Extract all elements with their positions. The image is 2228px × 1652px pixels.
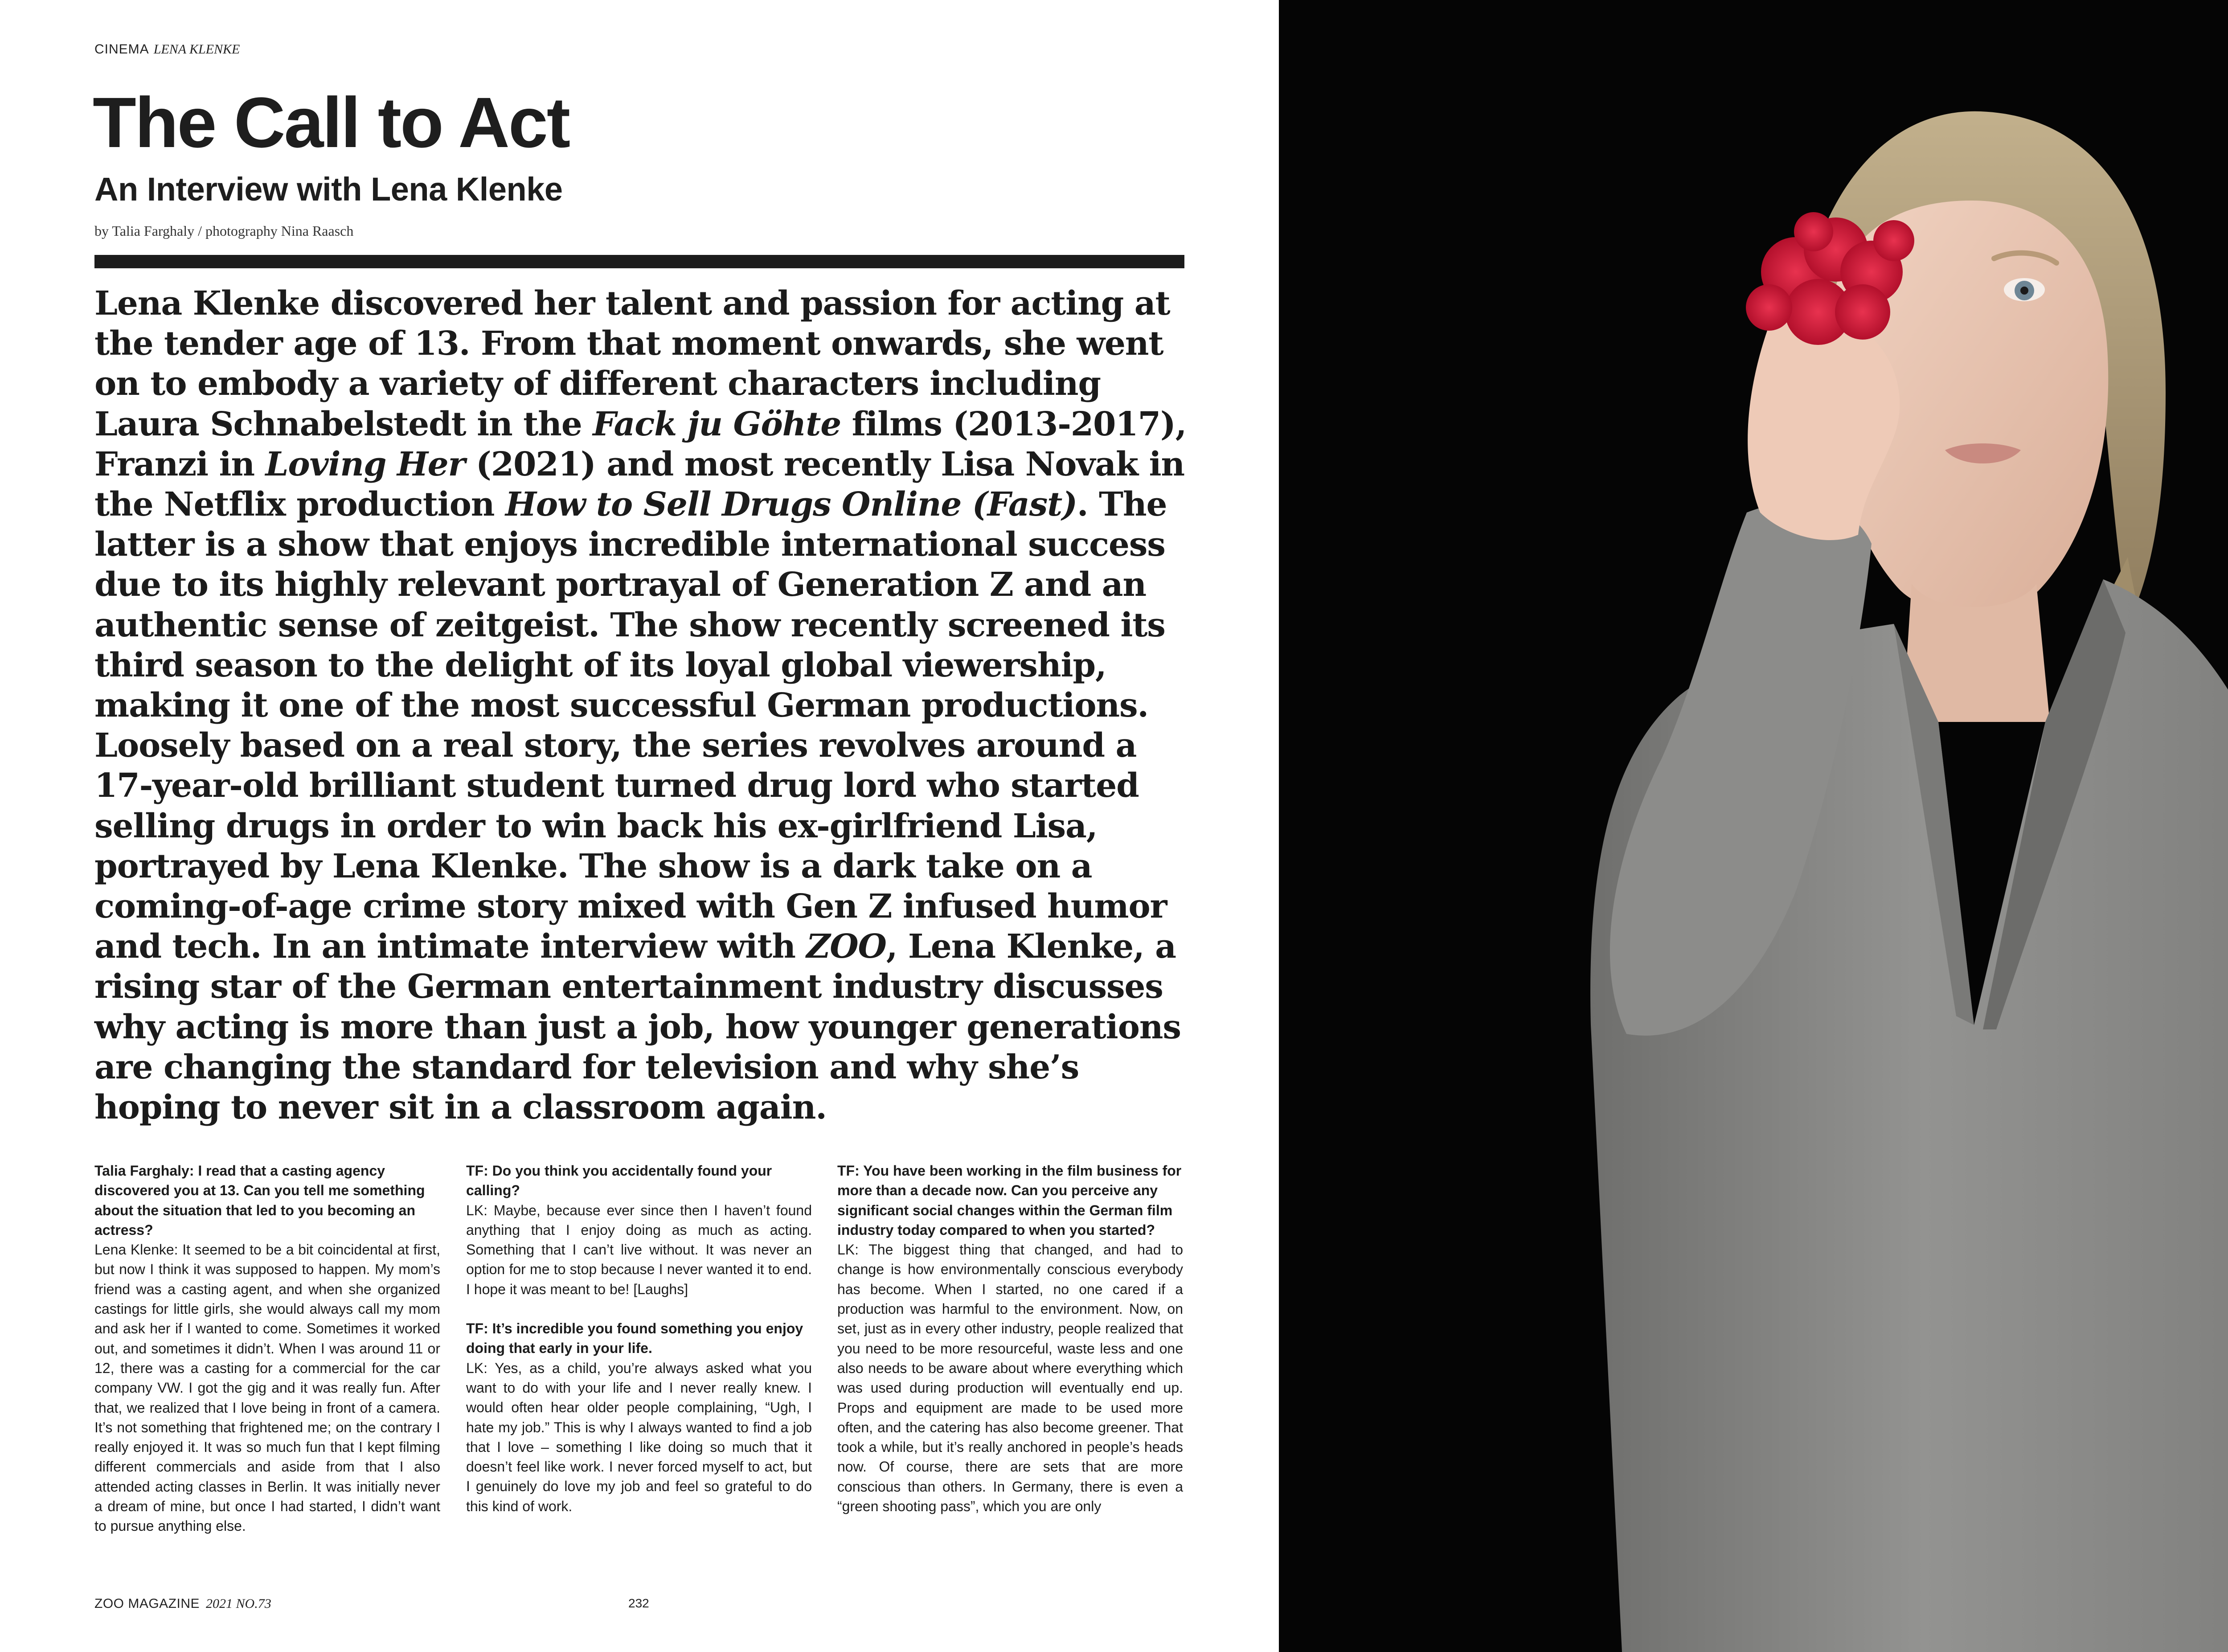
pupil	[2020, 287, 2028, 295]
lede-film-title: Fack ju Göhte	[593, 405, 841, 443]
interview-answer: LK: Maybe, because ever since then I haven’t found anything that I enjoy doing as much as acting. Something that I can’t live without. It was never an option for me to stop because I never wanted it to end. I hope it was meant to be! [Laughs]	[466, 1202, 812, 1297]
heading-rule	[94, 255, 1184, 268]
interview-answer: LK: Yes, as a child, you’re always asked what you want to do with your life and I never really knew. I would often hear older people complaining, “Ugh, I hate my job.” This is why I always wanted to find a job that I love – something I like doing so much that it doesn’t feel like work. I never forced myself to act, but I genuinely do love my job and feel so grateful to do this kind of work.	[466, 1360, 812, 1514]
interview-question: TF: You have been working in the film business for more than a decade now. Can you perceive any significant social changes within the German film industry today compared to when you started?	[837, 1163, 1182, 1238]
issue-number: 2021 NO.73	[206, 1596, 271, 1611]
interview-question: TF: It’s incredible you found something you enjoy doing that early in your life.	[466, 1320, 803, 1357]
paragraph-gap	[466, 1299, 812, 1319]
lede-text: films (2013-2017), Franzi in	[94, 405, 1187, 484]
byline: by Talia Farghaly / photography Nina Raasch	[94, 223, 354, 239]
interview-question: TF: Do you think you accidentally found your calling?	[466, 1163, 772, 1199]
lede-text: (2021) and most recently Lisa Novak in the Netflix production	[94, 445, 1185, 524]
interview-column-2	[466, 1161, 812, 1516]
lede-text: , Lena Klenke, a rising star of the German entertainment industry discusses why acting is more than just a job, how younger generations are changing the standard for television and why she’s hoping to never sit in a classroom again.	[94, 927, 1181, 1127]
article-subtitle: An Interview with Lena Klenke	[94, 171, 563, 208]
section-subject: LENA KLENKE	[153, 42, 240, 57]
interview-column-1	[94, 1161, 440, 1536]
section-name: CINEMA	[94, 42, 149, 57]
interview-question: Talia Farghaly: I read that a casting agency discovered you at 13. Can you tell me something about the situation that led to you becoming an actress?	[94, 1163, 425, 1238]
interview-column-3	[837, 1161, 1183, 1516]
portrait-photo-page	[1279, 0, 2228, 1652]
interview-answer: LK: The biggest thing that changed, and had to change is how environmentally conscious everybody has become. When I started, no one cared if a production was harmful to the environment. Now, on set, just as in every other industry, people realized that you need to be more resourceful, waste less and one also needs to be aware about where everything which was used during production will eventually end up. Props and equipment are made to be used more often, and the catering has also become greener. That took a while, but it’s really anchored in people’s heads now. Of course, there are sets that are more conscious than others. In Germany, there is even a “green shooting pass”, which you are only	[837, 1242, 1183, 1515]
page-number: 232	[628, 1596, 649, 1610]
article-title: The Call to Act	[93, 82, 569, 162]
lede-paragraph	[94, 283, 1200, 1127]
magazine-folio	[94, 1596, 271, 1611]
portrait-photo	[1279, 0, 2228, 1652]
lede-magazine-name: ZOO	[806, 927, 886, 966]
interview-answer: Lena Klenke: It seemed to be a bit coincidental at first, but now I think it was supposed to happen. My mom’s friend was a casting agent, and when she organized castings for little girls, she would always call my mom and ask her if I wanted to come. Sometimes it worked out, and sometimes it didn’t. When I was around 11 or 12, there was a casting for a commercial for the car company VW. I got the gig and it was really fun. After that, we realized that I love being in front of a camera. It’s not something that frightened me; on the contrary I really enjoyed it. It was so much fun that I kept filming different commercials and aside from that I also attended acting classes in Berlin. It was initially never a dream of mine, but once I had started, I didn’t want to pursue anything else.	[94, 1242, 440, 1534]
lede-text: . The latter is a show that enjoys incredible international success due to its highly relevant portrayal of Generation Z and an authentic sense of zeitgeist. The show recently screened its third season to the delight of its loyal global viewership, making it one of the most successful German productions. Loosely based on a real story, the series revolves around a 17-year-old brilliant student turned drug lord who started selling drugs in order to win back his ex-girlfriend Lisa, portrayed by Lena Klenke. The show is a dark take on a coming-of-age crime story mixed with Gen Z infused humor and tech. In an intimate interview with	[94, 485, 1167, 966]
section-label	[94, 42, 240, 57]
lede-film-title: Loving Her	[265, 445, 465, 484]
lede-show-title: How to Sell Drugs Online (Fast)	[505, 485, 1077, 524]
magazine-name: ZOO MAGAZINE	[94, 1596, 200, 1611]
lede-text: Lena Klenke discovered her talent and passion for acting at the tender age of 13. From that moment onwards, she went on to embody a variety of different characters including Laura Schnabelstedt in the	[94, 284, 1170, 443]
